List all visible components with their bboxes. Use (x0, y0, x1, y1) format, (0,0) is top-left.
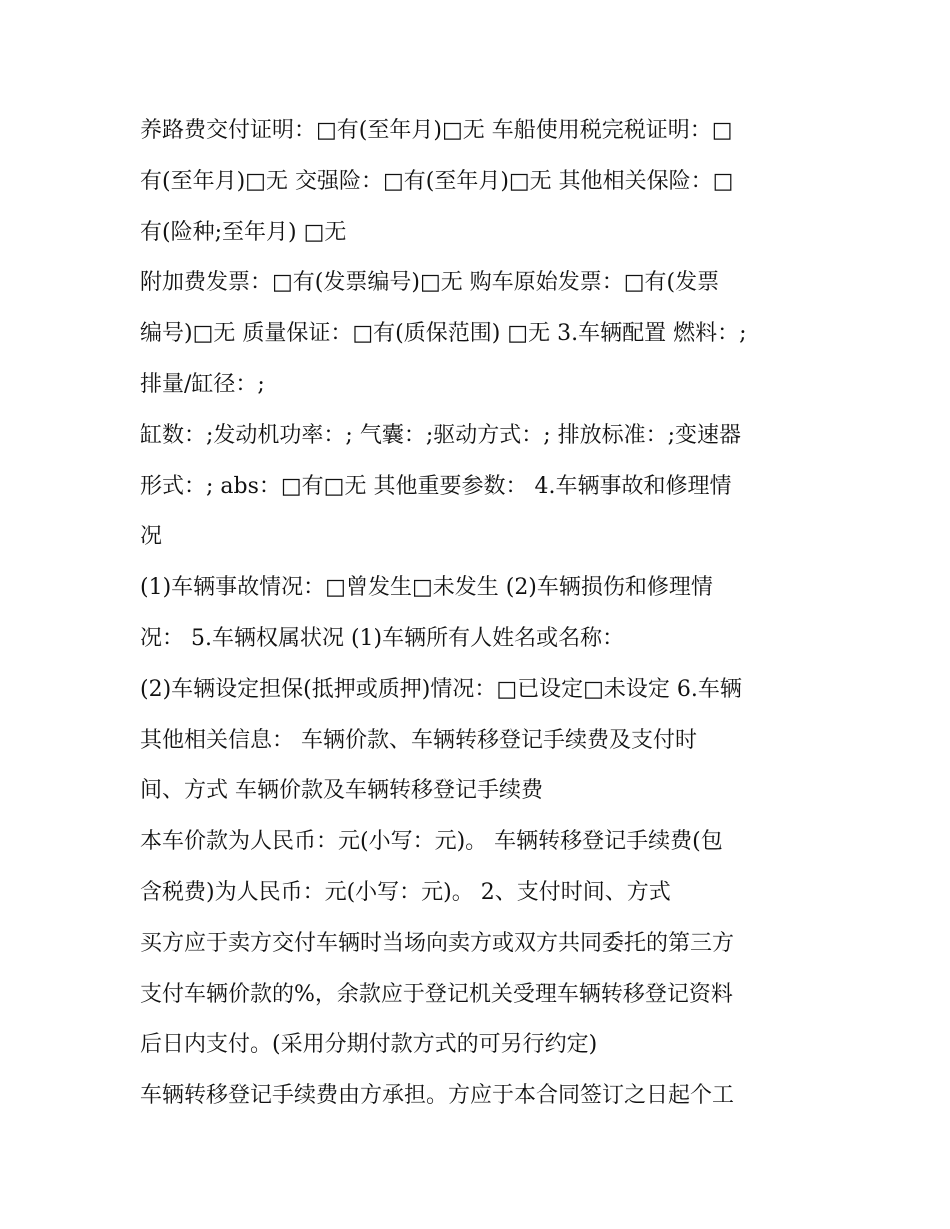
text-line: 有(险种;至年月) □无 (140, 219, 347, 245)
text-line: 养路费交付证明：□有(至年月)□无 车船使用税完税证明：□ (140, 118, 733, 143)
text-line: (2)车辆设定担保(抵押或质押)情况：□已设定□未设定 6.车辆 (140, 676, 742, 702)
text-line: 有(至年月)□无 交强险：□有(至年月)□无 其他相关保险：□ (140, 168, 734, 194)
document-body (140, 106, 820, 1122)
text-line: 况： 5.车辆权属状况 (1)车辆所有人姓名或名称： (140, 625, 625, 651)
text-line: 其他相关信息： 车辆价款、车辆转移登记手续费及支付时 (140, 727, 697, 753)
text-line: 本车价款为人民币：元(小写：元)。 车辆转移登记手续费(包 (140, 829, 723, 855)
text-line: (1)车辆事故情况：□曾发生□未发生 (2)车辆损伤和修理情 (140, 575, 713, 601)
text-line: 车辆转移登记手续费由方承担。方应于本合同签订之日起个工 (140, 1083, 735, 1109)
text-line: 况 (140, 524, 163, 550)
text-line: 形式：; abs：□有□无 其他重要参数： 4.车辆事故和修理情 (140, 473, 732, 499)
text-line: 附加费发票：□有(发票编号)□无 购车原始发票：□有(发票 (140, 270, 720, 296)
text-line: 后日内支付。(采用分期付款方式的可另行约定) (140, 1032, 598, 1058)
text-line: 编号)□无 质量保证：□有(质保范围) □无 3.车辆配置 燃料：; (140, 321, 747, 347)
text-line: 含税费)为人民币：元(小写：元)。 2、支付时间、方式 (140, 879, 671, 905)
text-line: 支付车辆价款的%，余款应于登记机关受理车辆转移登记资料 (140, 981, 733, 1007)
text-line: 排量/缸径：; (140, 371, 265, 397)
text-line: 间、方式 车辆价款及车辆转移登记手续费 (140, 778, 543, 804)
text-line: 缸数：;发动机功率：; 气囊：;驱动方式：; 排放标准：;变速器 (140, 422, 742, 448)
text-line: 买方应于卖方交付车辆时当场向卖方或双方共同委托的第三方 (140, 930, 735, 956)
